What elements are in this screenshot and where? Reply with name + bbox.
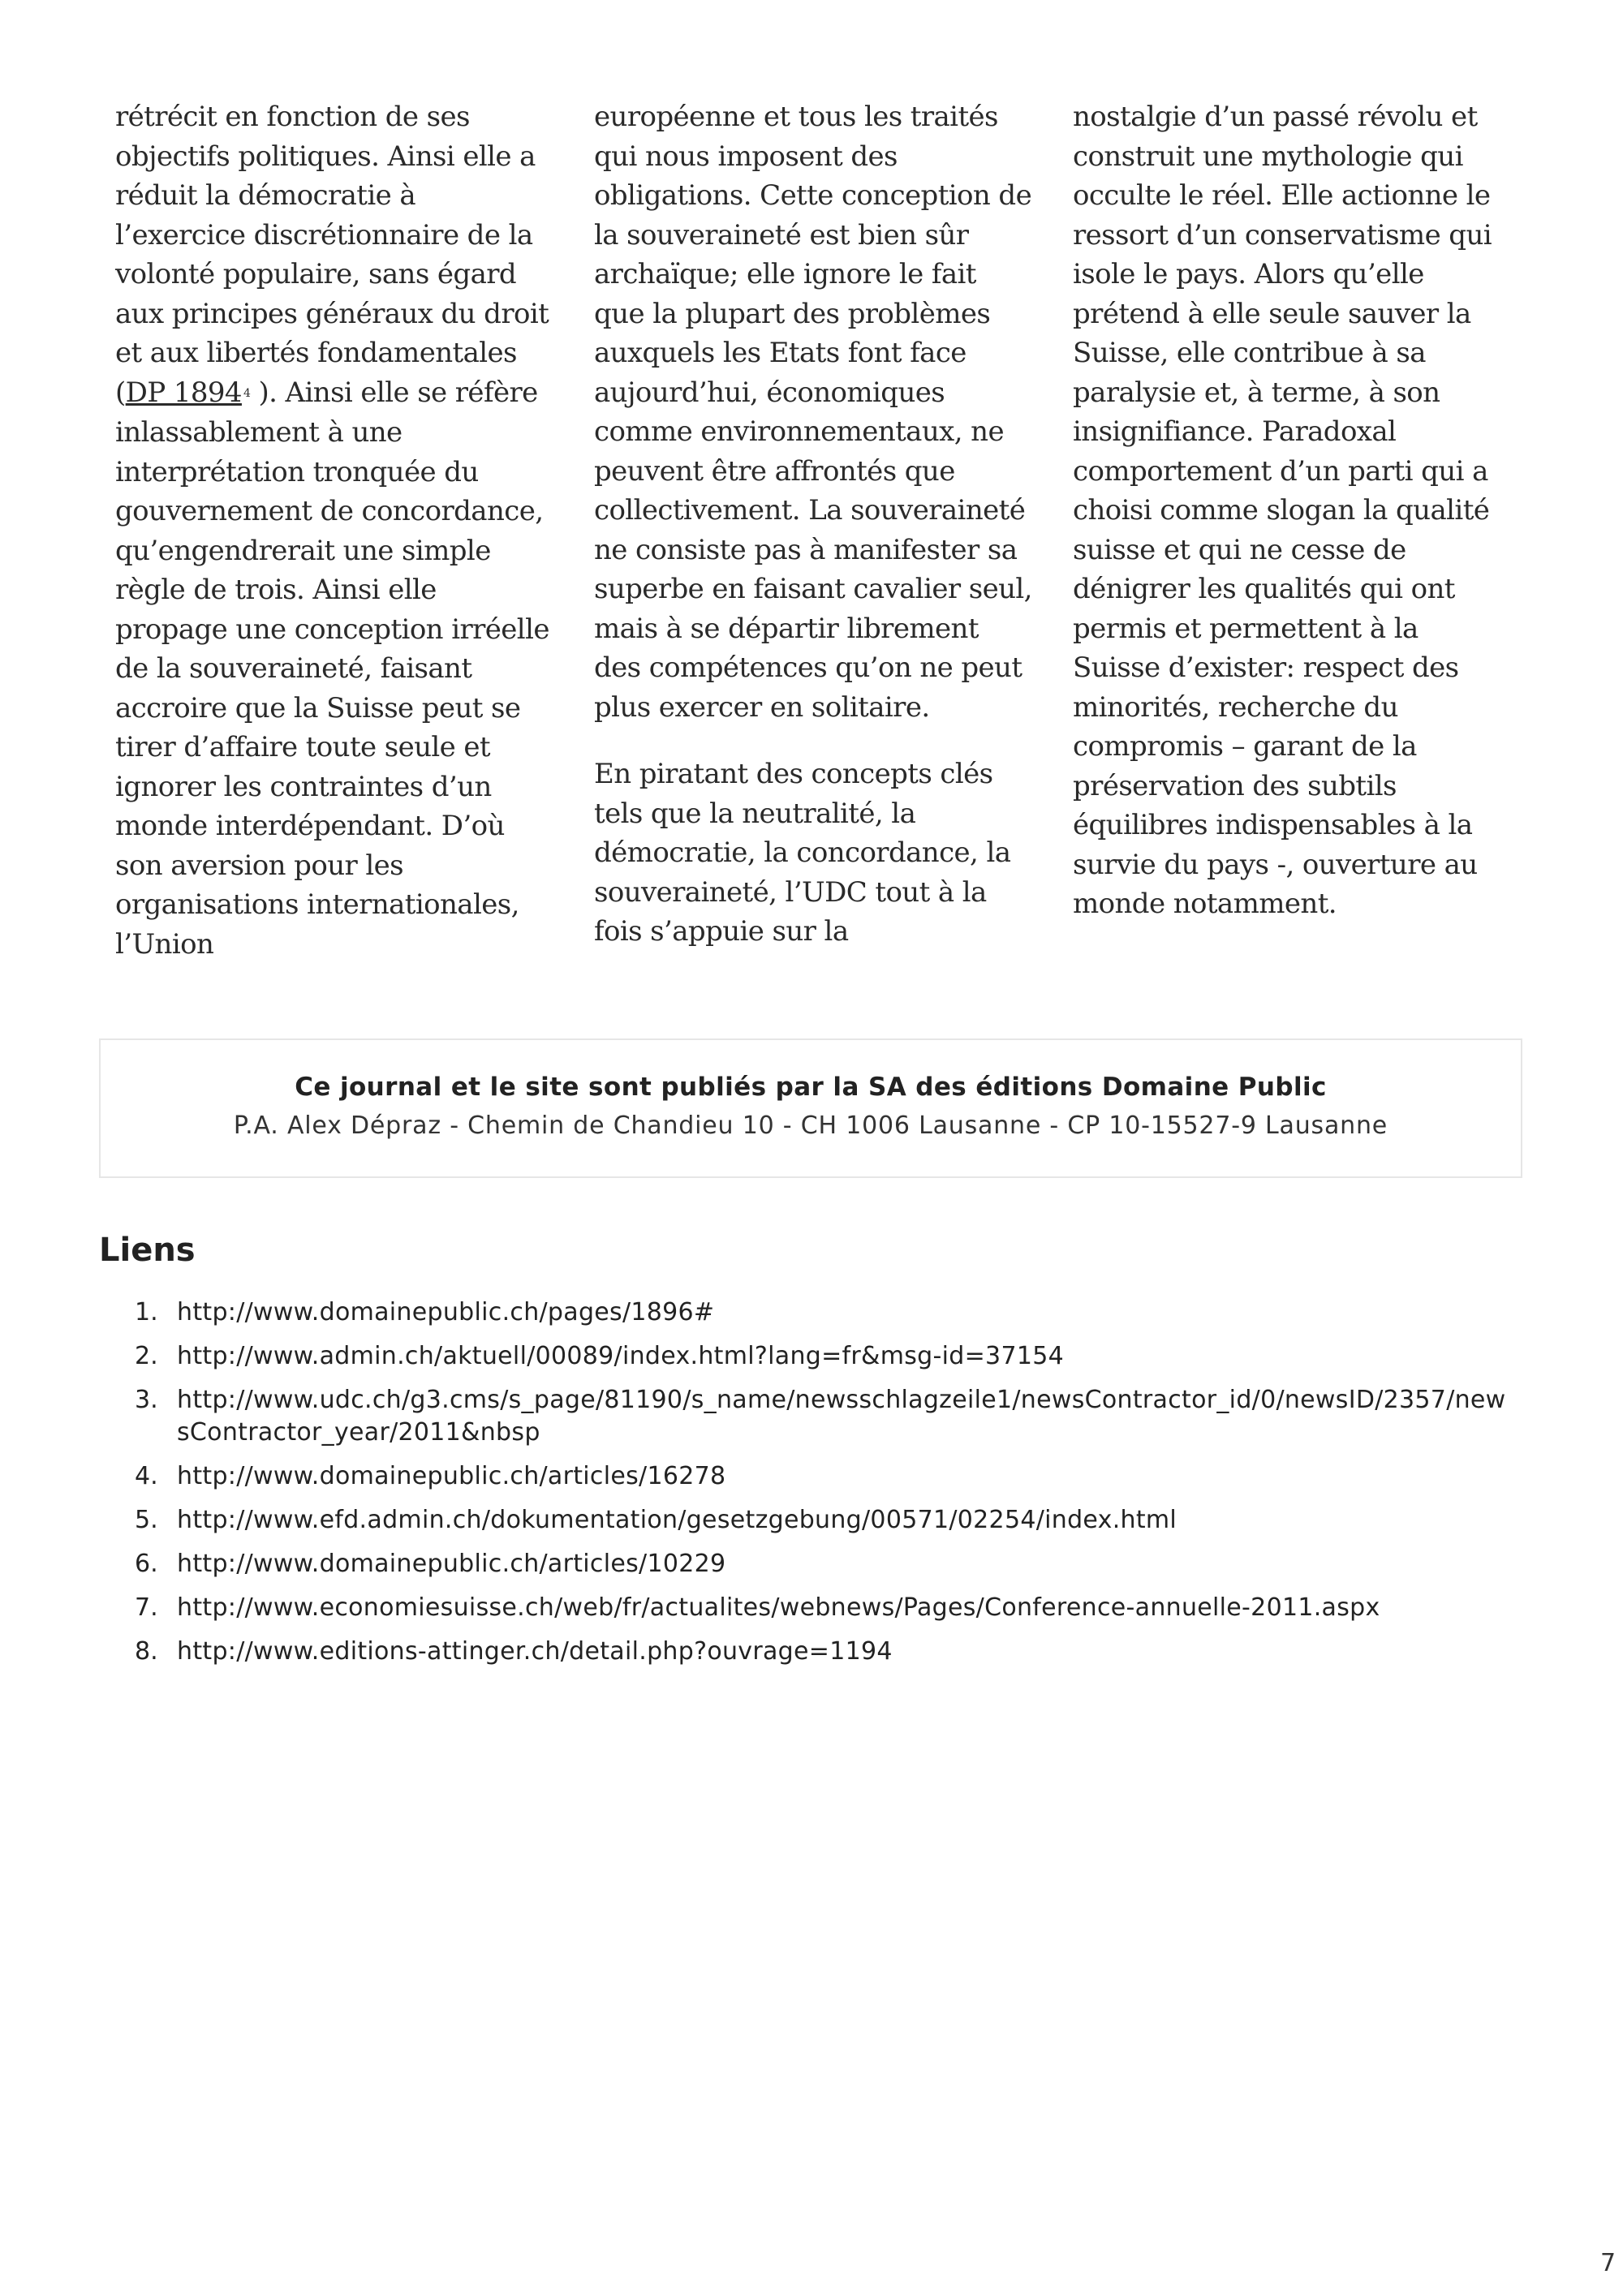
link-url[interactable]: http://www.domainepublic.ch/articles/16278 — [177, 1462, 726, 1490]
list-item-number: 8. — [135, 1637, 158, 1666]
dp-1894-link[interactable]: DP 1894 — [125, 376, 242, 409]
list-item — [135, 1340, 1514, 1373]
publisher-address: P.A. Alex Dépraz - Chemin de Chandieu 10 - CH 1006 Lausanne - CP 10-15527-9 Lausanne — [233, 1111, 1388, 1140]
paragraph-text: rétrécit en fonction de ses objectifs politiques. Ainsi elle a réduit la démocratie à l’exercice discrétionnaire de la volonté populaire, sans égard aux principes généraux du droit et aux libertés fondamentales ( — [115, 101, 549, 409]
article-column-3 — [1073, 97, 1511, 991]
link-url[interactable]: http://www.economiesuisse.ch/web/fr/actualites/webnews/Pages/Conference-annuelle-2011.aspx — [177, 1593, 1380, 1622]
links-heading: Liens — [99, 1232, 196, 1269]
article-paragraph: européenne et tous les traités qui nous imposent des obligations. Cette conception de la souveraineté est bien sûr archaïque; elle ignore le fait que la plupart des problèmes auxquels les Etats font face aujourd’hui, économiques comme environnementaux, ne peuvent être affrontés que collectivement. La souveraineté ne consiste pas à manifester sa superbe en faisant cavalier seul, mais à se départir librement des compétences qu’on ne peut plus exercer en solitaire. — [594, 101, 1032, 724]
list-item — [135, 1504, 1514, 1537]
list-item — [135, 1460, 1514, 1493]
list-item-number: 7. — [135, 1593, 158, 1622]
list-item-number: 4. — [135, 1462, 158, 1490]
list-item-number: 1. — [135, 1298, 158, 1326]
link-url[interactable]: http://www.domainepublic.ch/articles/10229 — [177, 1550, 726, 1578]
list-item — [135, 1636, 1514, 1668]
link-url[interactable]: http://www.domainepublic.ch/pages/1896# — [177, 1298, 715, 1326]
list-item-number: 5. — [135, 1506, 158, 1534]
article-paragraph — [115, 97, 553, 964]
paragraph-text: ). Ainsi elle se réfère inlassablement à une interprétation tronquée du gouvernement de concordance, qu’engendrerait une simple règle de trois. Ainsi elle propage une conception irréelle de la souveraineté, faisant accroire que la Suisse peut se tirer d’affaire toute seule et ignorer les contraintes d’un monde interdépendant. D’où son aversion pour les organisations internationales, l’Union — [115, 376, 549, 961]
list-item — [135, 1592, 1514, 1624]
publisher-box — [99, 1038, 1522, 1178]
list-item — [135, 1296, 1514, 1329]
links-list — [135, 1296, 1514, 1679]
article-paragraph: nostalgie d’un passé révolu et construit une mythologie qui occulte le réel. Elle actionne le ressort d’un conservatisme qui isole le pays. Alors qu’elle prétend à elle seule sauver la Suisse, elle contribue à sa paralysie et, à terme, à son insignifiance. Paradoxal comportement d’un parti qui a choisi comme slogan la qualité suisse et qui ne cesse de dénigrer les qualités qui ont permis et permettent à la Suisse d’exister: respect des minorités, recherche du compromis – garant de la préservation des subtils équilibres indispensables à la survie du pays -, ouverture au monde notamment. — [1073, 101, 1492, 920]
publisher-title: Ce journal et le site sont publiés par la SA des éditions Domaine Public — [295, 1073, 1327, 1102]
link-url[interactable]: http://www.udc.ch/g3.cms/s_page/81190/s_name/newsschlagzeile1/newsContractor_id/0/newsID/2357/newsContractor_year/2011&nbsp — [177, 1386, 1506, 1447]
link-url[interactable]: http://www.admin.ch/aktuell/00089/index.html?lang=fr&msg-id=37154 — [177, 1342, 1064, 1370]
footnote-ref: 4 — [243, 386, 251, 400]
list-item-number: 3. — [135, 1386, 158, 1414]
article-paragraph: En piratant des concepts clés tels que la neutralité, la démocratie, la concordance, la souveraineté, l’UDC tout à la fois s’appuie sur la — [594, 758, 1011, 948]
list-item-number: 6. — [135, 1550, 158, 1578]
article-column-2 — [594, 97, 1032, 991]
list-item — [135, 1384, 1514, 1449]
article-columns — [115, 97, 1511, 991]
list-item — [135, 1548, 1514, 1580]
link-url[interactable]: http://www.editions-attinger.ch/detail.php?ouvrage=1194 — [177, 1637, 893, 1666]
page-number: 7 — [1600, 2249, 1617, 2277]
list-item-number: 2. — [135, 1342, 158, 1370]
article-column-1 — [115, 97, 553, 991]
link-url[interactable]: http://www.efd.admin.ch/dokumentation/gesetzgebung/00571/02254/index.html — [177, 1506, 1177, 1534]
